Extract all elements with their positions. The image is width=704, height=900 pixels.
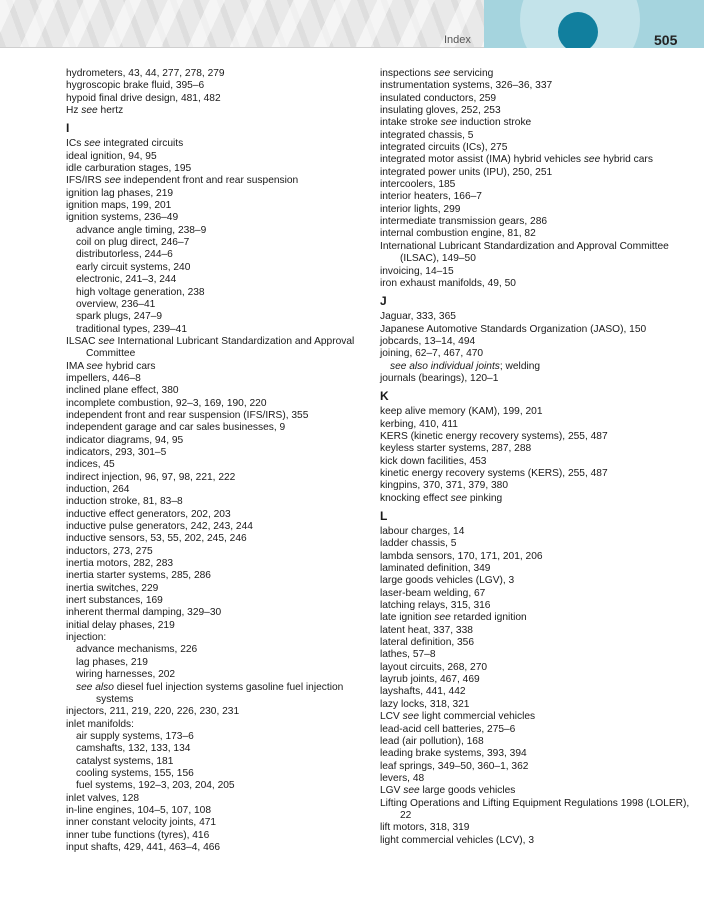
index-entry: inductors, 273, 275 (66, 545, 153, 557)
index-entry: hypoid final drive design, 481, 482 (66, 92, 221, 104)
index-subentry: camshafts, 132, 133, 134 (76, 743, 191, 755)
section-letter: I (66, 121, 70, 136)
index-subentry: distributorless, 244–6 (76, 249, 173, 261)
index-entry: KERS (kinetic energy recovery systems), 255, 487 (380, 430, 608, 442)
index-entry: injection: (66, 632, 107, 644)
index-entry: layrub joints, 467, 469 (380, 674, 480, 686)
index-entry: intermediate transmission gears, 286 (380, 216, 548, 228)
entry-target: hybrid cars (102, 360, 156, 372)
entry-term: LCV (380, 711, 403, 723)
index-entry: labour charges, 14 (380, 526, 465, 537)
index-subentry: cooling systems, 155, 156 (76, 767, 194, 779)
see-reference: see (440, 117, 458, 129)
entry-target: pinking (467, 492, 503, 504)
entry-target: hertz (97, 105, 124, 117)
header-band (0, 0, 704, 48)
index-entry: interior lights, 299 (380, 203, 461, 215)
index-entry: inductive sensors, 53, 55, 202, 245, 246 (66, 533, 247, 545)
index-entry: induction, 264 (66, 484, 130, 495)
index-entry (66, 138, 366, 150)
index-entry: kerbing, 410, 411 (380, 418, 458, 430)
index-entry: journals (bearings), 120–1 (380, 372, 499, 384)
section-letter: L (380, 509, 388, 523)
index-subentry: spark plugs, 247–9 (76, 311, 163, 323)
entry-target: induction stroke (457, 117, 532, 129)
entry-term: late ignition (380, 612, 435, 624)
index-entry: hydrometers, 43, 44, 277, 278, 279 (66, 68, 225, 79)
index-column-left (66, 68, 366, 854)
index-entry: indices, 45 (66, 459, 115, 471)
index-subentry: advance angle timing, 238–9 (76, 224, 207, 236)
index-entry: levers, 48 (380, 772, 425, 784)
index-entry: lead (air pollution), 168 (380, 735, 484, 747)
index-subentry: advance mechanisms, 226 (76, 644, 198, 656)
entry-term: IFS/IRS (66, 175, 105, 187)
index-entry: ladder chassis, 5 (380, 538, 457, 550)
entry-term: IMA (66, 360, 87, 372)
entry-target: large goods vehicles (419, 785, 516, 797)
index-entry (380, 68, 690, 80)
index-entry (66, 336, 366, 361)
index-entry: kinetic energy recovery systems (KERS), 255, 487 (380, 467, 608, 479)
index-entry: ignition maps, 199, 201 (66, 200, 172, 212)
index-entry: inertia switches, 229 (66, 582, 159, 594)
index-entry: iron exhaust manifolds, 49, 50 (380, 277, 516, 289)
index-entry: inner tube functions (tyres), 416 (66, 829, 210, 841)
index-subentry: lag phases, 219 (76, 656, 148, 668)
index-entry: latching relays, 315, 316 (380, 600, 491, 612)
index-entry: inclined plane effect, 380 (66, 385, 179, 397)
index-entry: independent garage and car sales businesses, 9 (66, 422, 286, 434)
index-entry: inlet manifolds: (66, 718, 134, 730)
index-entry: Japanese Automotive Standards Organization (JASO), 150 (380, 323, 647, 335)
entry-target: retarded ignition (450, 612, 527, 624)
tab-accent-circle-icon (558, 12, 598, 48)
index-entry: inertia motors, 282, 283 (66, 558, 174, 570)
index-entry: hygroscopic brake fluid, 395–6 (66, 80, 205, 92)
entry-term: integrated motor assist (IMA) hybrid vehicles (380, 154, 584, 166)
index-entry: lambda sensors, 170, 171, 201, 206 (380, 550, 543, 562)
index-subentry (66, 682, 366, 707)
running-head: Index (444, 34, 471, 46)
see-reference: see (434, 612, 451, 624)
index-entry: interior heaters, 166–7 (380, 191, 482, 203)
index-entry: layout circuits, 268, 270 (380, 661, 488, 673)
index-entry (66, 105, 366, 117)
index-entry: lateral definition, 356 (380, 637, 475, 649)
index-entry: large goods vehicles (LGV), 3 (380, 575, 515, 587)
see-reference: see (583, 154, 601, 166)
entry-term: Hz (66, 105, 82, 117)
index-entry: laser-beam welding, 67 (380, 587, 486, 599)
entry-target: light commercial vehicles (419, 711, 536, 723)
see-reference: see also (76, 681, 114, 693)
index-entry: lazy locks, 318, 321 (380, 698, 470, 710)
index-subentry: high voltage generation, 238 (76, 286, 205, 298)
index-entry: laminated definition, 349 (380, 563, 491, 575)
see-reference: see (86, 360, 103, 372)
index-entry (380, 154, 690, 166)
index-subentry: early circuit systems, 240 (76, 261, 191, 273)
index-entry: internal combustion engine, 81, 82 (380, 228, 536, 240)
index-entry: Lifting Operations and Lifting Equipment Regulations 1998 (LOLER), 22 (380, 797, 690, 821)
index-entry: induction stroke, 81, 83–8 (66, 496, 183, 508)
index-entry: inherent thermal damping, 329–30 (66, 607, 222, 619)
entry-target: diesel fuel injection systems gasoline fuel injection systems (96, 681, 344, 705)
entry-target: International Lubricant Standardization and Approval Committee (86, 335, 355, 360)
index-entry: incomplete combustion, 92–3, 169, 190, 220 (66, 397, 267, 409)
header-rule (0, 47, 484, 48)
see-reference: see (98, 335, 115, 347)
see-reference: see (104, 175, 121, 187)
header-tread-pattern (0, 0, 484, 48)
index-entry (380, 612, 690, 624)
section-letter: J (380, 294, 387, 309)
index-entry: ignition lag phases, 219 (66, 187, 174, 199)
entry-term: ICs (66, 138, 85, 150)
index-entry (380, 785, 690, 797)
entry-target: ; welding (499, 360, 541, 372)
index-entry: ignition systems, 236–49 (66, 212, 179, 224)
index-entry: impellers, 446–8 (66, 372, 141, 384)
entry-target: integrated circuits (100, 138, 184, 150)
entry-target: hybrid cars (600, 154, 653, 166)
index-entry: idle carburation stages, 195 (66, 163, 192, 175)
see-reference: see (81, 105, 98, 117)
index-entry: initial delay phases, 219 (66, 619, 175, 631)
index-subentry (380, 361, 690, 373)
entry-term: knocking effect (380, 492, 451, 504)
see-reference: see also individual joints (390, 360, 500, 372)
index-entry: indirect injection, 96, 97, 98, 221, 222 (66, 471, 236, 483)
entry-term: inspections (380, 68, 434, 79)
index-entry: input shafts, 429, 441, 463–4, 466 (66, 841, 221, 853)
index-subentry: overview, 236–41 (76, 298, 156, 310)
entry-term: ILSAC (66, 335, 99, 347)
entry-term: intake stroke (380, 117, 441, 129)
see-reference: see (402, 711, 420, 723)
index-entry: inlet valves, 128 (66, 792, 140, 804)
entry-target: independent front and rear suspension (120, 175, 299, 187)
index-subentry: air supply systems, 173–6 (76, 730, 194, 742)
index-entry: keyless starter systems, 287, 288 (380, 443, 532, 455)
index-entry (66, 361, 366, 373)
index-entry: inertia starter systems, 285, 286 (66, 570, 211, 582)
index-entry: layshafts, 441, 442 (380, 686, 466, 698)
index-entry: instrumentation systems, 326–36, 337 (380, 80, 553, 92)
index-entry: light commercial vehicles (LCV), 3 (380, 834, 534, 846)
index-entry: leading brake systems, 393, 394 (380, 748, 527, 760)
index-entry: inert substances, 169 (66, 595, 163, 607)
index-entry (380, 117, 690, 129)
index-subentry: wiring harnesses, 202 (76, 669, 176, 681)
index-entry: insulated conductors, 259 (380, 92, 497, 104)
index-entry (66, 175, 366, 187)
see-reference: see (433, 68, 451, 79)
index-entry: in-line engines, 104–5, 107, 108 (66, 804, 212, 816)
index-entry: invoicing, 14–15 (380, 265, 454, 277)
entry-term: LGV (380, 785, 404, 797)
index-entry: lift motors, 318, 319 (380, 822, 470, 834)
index-entry: kick down facilities, 453 (380, 455, 487, 467)
index-entry: indicators, 293, 301–5 (66, 446, 167, 458)
index-subentry: traditional types, 239–41 (76, 323, 188, 335)
see-reference: see (403, 785, 420, 797)
index-entry: inductive effect generators, 202, 203 (66, 508, 231, 520)
index-entry: leaf springs, 349–50, 360–1, 362 (380, 760, 529, 772)
index-entry: lathes, 57–8 (380, 649, 436, 661)
index-entry: kingpins, 370, 371, 379, 380 (380, 480, 509, 492)
index-subentry: catalyst systems, 181 (76, 755, 174, 767)
index-entry: keep alive memory (KAM), 199, 201 (380, 406, 543, 418)
index-entry: intercoolers, 185 (380, 179, 456, 191)
index-entry: latent heat, 337, 338 (380, 624, 473, 636)
page-number: 505 (654, 32, 678, 48)
index-column-right (380, 68, 690, 847)
index-entry: Jaguar, 333, 365 (380, 311, 456, 323)
index-entry: injectors, 211, 219, 220, 226, 230, 231 (66, 706, 240, 718)
index-entry: integrated circuits (ICs), 275 (380, 142, 508, 154)
index-entry: inductive pulse generators, 242, 243, 244 (66, 521, 253, 533)
index-entry: lead-acid cell batteries, 275–6 (380, 723, 516, 735)
entry-target: servicing (450, 68, 494, 79)
index-entry: integrated power units (IPU), 250, 251 (380, 166, 553, 178)
index-subentry: fuel systems, 192–3, 203, 204, 205 (76, 780, 235, 792)
index-entry: integrated chassis, 5 (380, 129, 474, 141)
index-entry: jobcards, 13–14, 494 (380, 335, 476, 347)
index-entry: inner constant velocity joints, 471 (66, 817, 217, 829)
index-entry (380, 493, 690, 505)
index-entry: indicator diagrams, 94, 95 (66, 434, 184, 446)
see-reference: see (450, 492, 468, 504)
index-entry: ideal ignition, 94, 95 (66, 150, 157, 162)
index-entry: International Lubricant Standardization and Approval Committee (ILSAC), 149–50 (380, 240, 669, 265)
index-subentry: coil on plug direct, 246–7 (76, 237, 190, 249)
index-entry: independent front and rear suspension (IFS/IRS), 355 (66, 409, 309, 421)
index-subentry: electronic, 241–3, 244 (76, 274, 177, 286)
section-letter: K (380, 389, 389, 404)
index-entry: insulating gloves, 252, 253 (380, 105, 501, 117)
index-entry (380, 711, 690, 723)
index-entry: joining, 62–7, 467, 470 (380, 348, 484, 360)
see-reference: see (84, 138, 101, 150)
